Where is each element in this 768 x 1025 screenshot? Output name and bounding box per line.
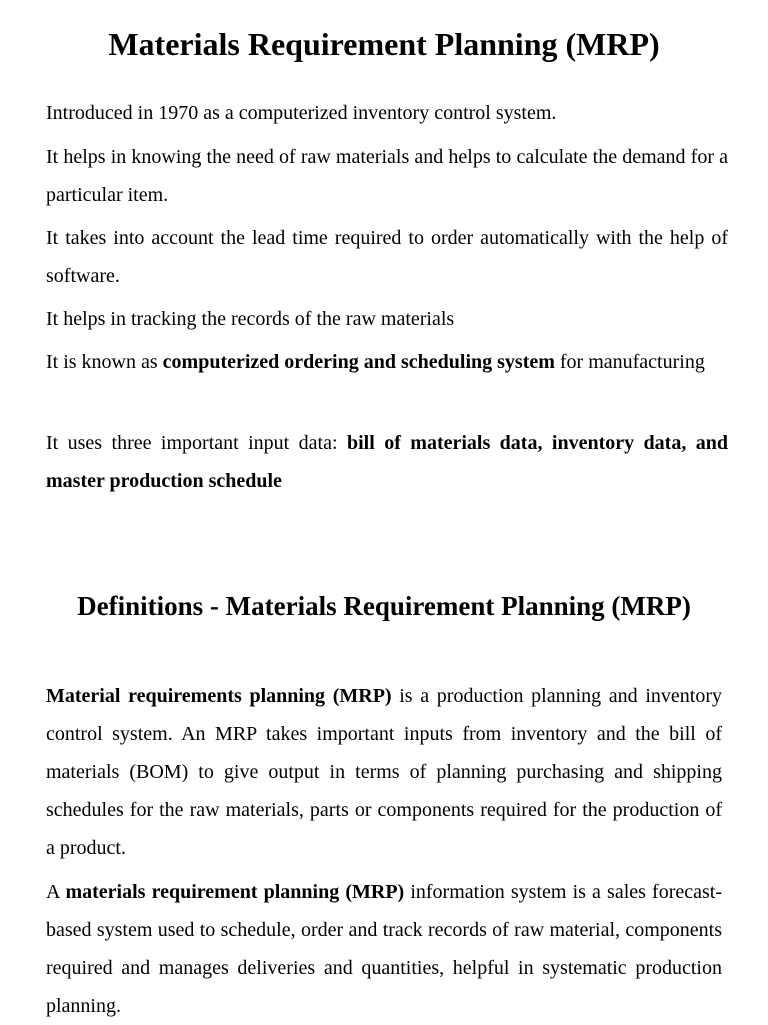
page-title: Materials Requirement Planning (MRP)	[108, 26, 660, 62]
bold-term: materials requirement planning (MRP)	[65, 881, 405, 903]
paragraph-lead-time: It takes into account the lead time required to order automatically with the help of software.	[46, 227, 728, 287]
bold-term: bill of materials data, inventory data, and master production schedule	[46, 432, 729, 492]
paragraph-mrp-information-system	[46, 873, 722, 1025]
paragraph-raw-materials-need: It helps in knowing the need of raw materials and helps to calculate the demand for a particular item.	[46, 146, 728, 206]
paragraph-tracking-records: It helps in tracking the records of the raw materials	[46, 308, 455, 330]
paragraph-input-data	[46, 424, 728, 500]
text-run: information system is a sales forecast-based system used to schedule, order and track records of raw material, components required and manages deliveries and quantities, helpful in systematic production planning.	[46, 881, 722, 1017]
bold-term: Material requirements planning (MRP)	[46, 685, 392, 707]
paragraph-introduced: Introduced in 1970 as a computerized inventory control system.	[46, 102, 557, 124]
text-run: It uses three important input data:	[46, 432, 347, 454]
paragraph-known-as	[46, 343, 728, 381]
section-heading-definitions: Definitions - Materials Requirement Planning (MRP)	[77, 591, 691, 621]
bold-term: computerized ordering and scheduling system	[162, 351, 555, 373]
text-run: is a production planning and inventory control system. An MRP takes important inputs from inventory and the bill of materials (BOM) to give output in terms of planning purchasing and shipping schedules for the raw materials, parts or components required for the production of a product.	[46, 685, 722, 859]
paragraph-mrp-definition	[46, 677, 722, 867]
text-run: A	[46, 881, 66, 903]
text-run: for manufacturing	[554, 351, 705, 373]
text-run: It is known as	[46, 351, 163, 373]
